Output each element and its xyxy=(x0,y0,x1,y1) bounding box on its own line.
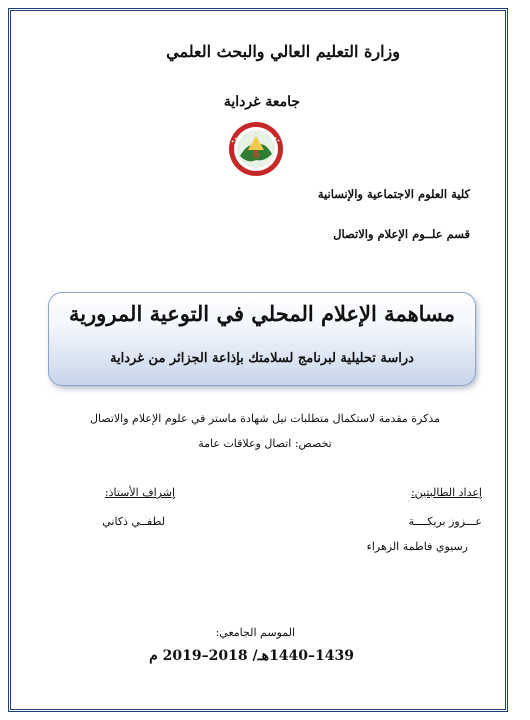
university-name: جامعة غرداية xyxy=(223,94,300,110)
student-name-1: عـــزوز بريكــــة xyxy=(408,515,482,528)
title-box xyxy=(48,292,476,386)
university-logo-icon xyxy=(226,120,286,178)
speciality: تخصص: اتصال وعلاقات عامة xyxy=(198,437,332,450)
thesis-subtitle: دراسة تحليلية لبرنامج لسلامتك بإذاعة الجزائر من غرداية xyxy=(110,351,414,366)
thesis-statement: مذكرة مقدمة لاستكمال متطلبات نيل شهادة ماستر في علوم الإعلام والاتصال xyxy=(89,412,441,425)
faculty-name: كلية العلوم الاجتماعية والإنسانية xyxy=(317,187,470,201)
department-name: قسم علــوم الإعلام والاتصال xyxy=(333,227,470,241)
student-name-2: رسيوي فاطمة الزهراء xyxy=(366,540,468,553)
ministry-name: وزارة التعليم العالي والبحث العلمي xyxy=(166,42,400,61)
thesis-title: مساهمة الإعلام المحلي في التوعية المرورية xyxy=(68,301,456,326)
prepared-by-label: إعداد الطالبتين: xyxy=(410,486,482,499)
academic-season-label: الموسم الجامعي: xyxy=(215,626,295,639)
supervision-label: إشراف الأستاذ: xyxy=(104,486,175,499)
academic-season-years: 1439–1440هـ/ 2018–2019 م xyxy=(149,648,354,664)
supervisor-name: لطفــي ذكاني xyxy=(102,515,165,528)
